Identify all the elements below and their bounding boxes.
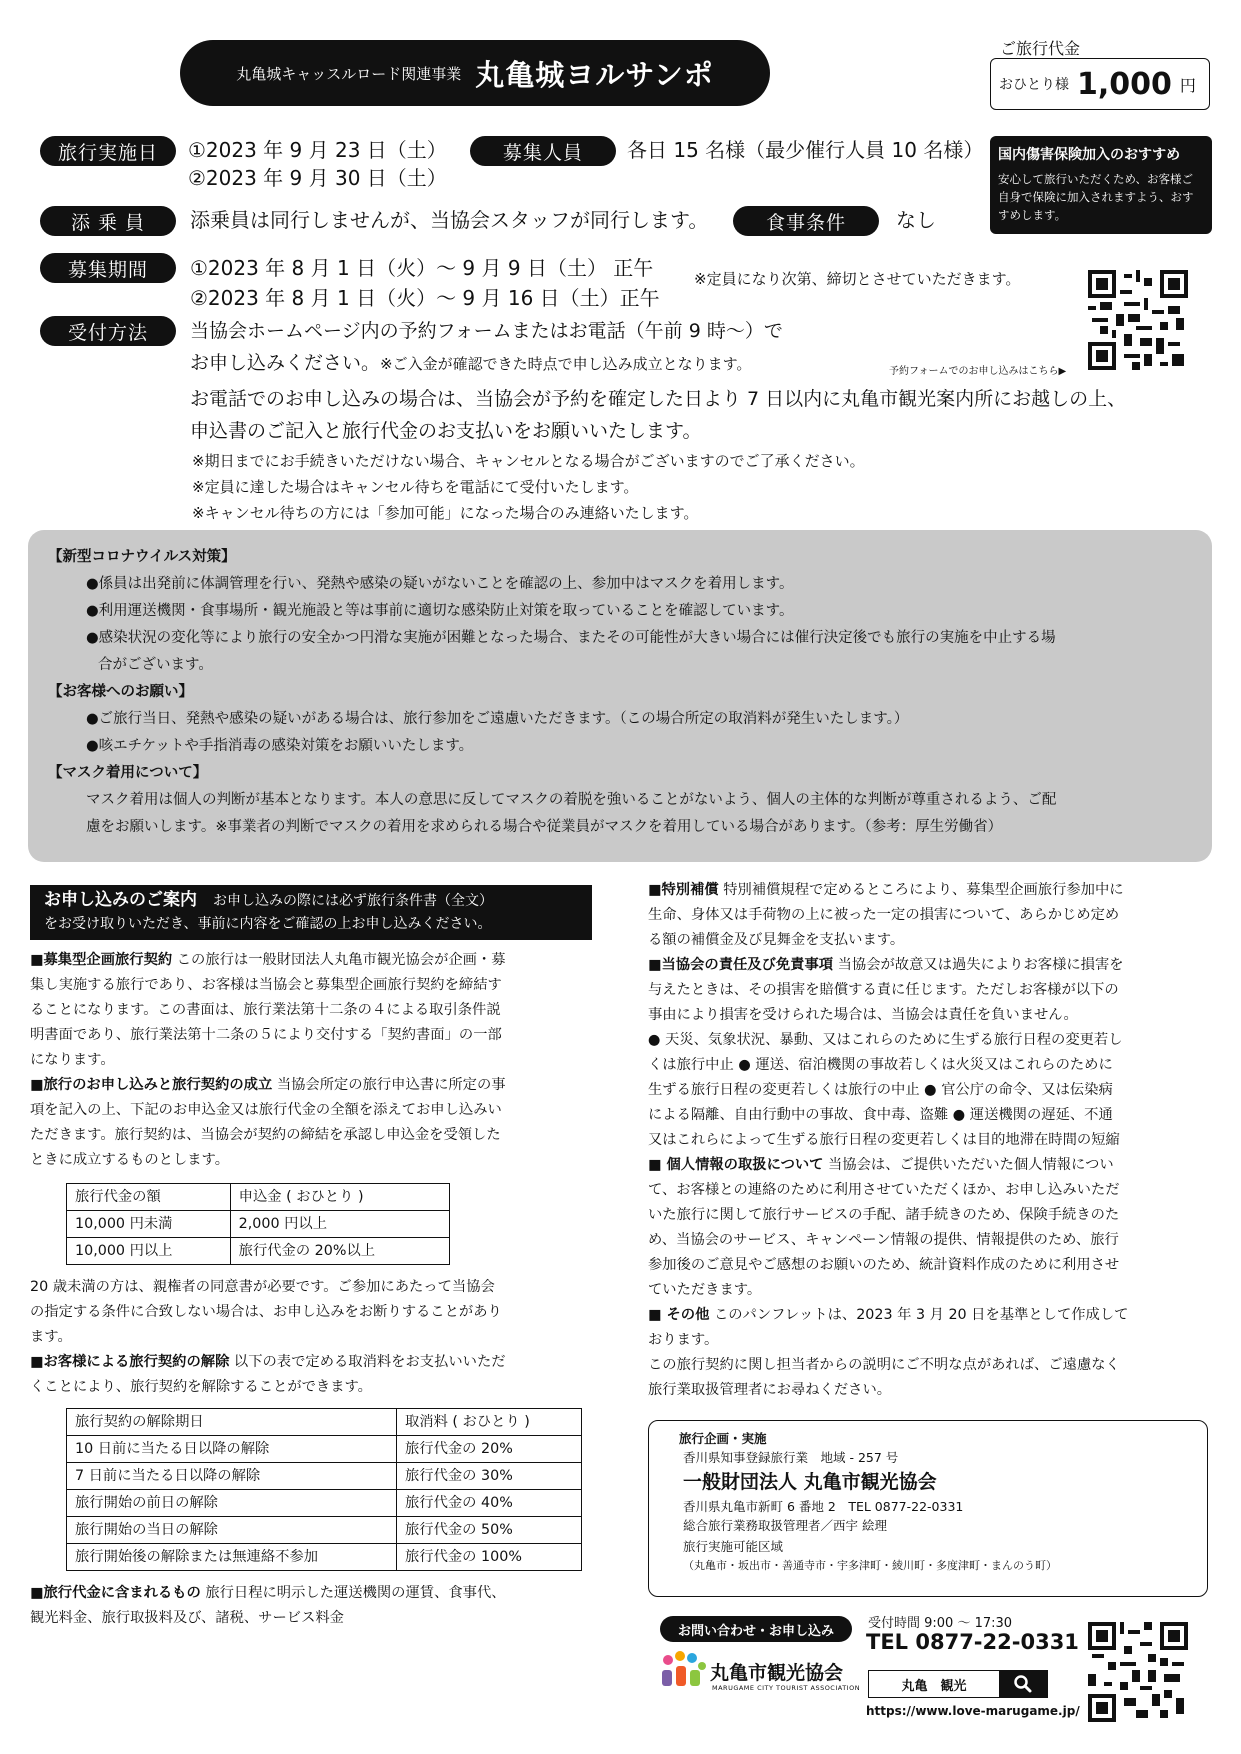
apply-section: ■旅行のお申し込みと旅行契約の成立 当協会所定の旅行申込書に所定の事 項を記入の上、下記のお申込金又は旅行代金の全額を添えてお申し込みい ただきます。旅行契約は、当協会が契約の締結を承認し申込金を受領した ときに成立するものとします。 (30, 1077, 506, 1168)
page-title: 丸亀城ヨルサンポ (475, 57, 714, 92)
guide-column (30, 885, 592, 1631)
cancel-section: ■お客様による旅行契約の解除 以下の表で定める取消料をお支払いいただ くことにより、旅行契約を解除することができます。 (30, 1354, 506, 1395)
covid-item-1: ●係員は出発前に体調管理を行い、発熱や感染の疑いがないことを確認の上、参加中はマスクを着用します。 (86, 576, 794, 592)
period-2: ②2023 年 8 月 1 日（火）～ 9 月 16 日（土）正午 (190, 286, 660, 310)
organizer-license: 香川県知事登録旅行業 地域 - 257 号 (683, 1450, 899, 1465)
organizer-address: 香川県丸亀市新町 6 番地 2 TEL 0877-22-0331 (683, 1499, 964, 1514)
cancel-table (66, 1408, 582, 1571)
covid-item-3: ●感染状況の変化等により旅行の安全かつ円滑な実施が困難となった場合、またその可能性が大きい場合には催行決定後でも旅行の実施を中止する場 (86, 630, 1056, 646)
mask-heading: 【マスク着用について】 (48, 765, 208, 781)
phone-line-1: お電話でのお申し込みの場合は、当協会が予約を確定した日より 7 日以内に丸亀市観光案内所にお越しの上、 (190, 388, 1127, 410)
travel-date-1: ①2023 年 9 月 23 日（土） (188, 138, 447, 162)
covid-item-2: ●利用運送機関・食事場所・観光施設と等は事前に適切な感染防止対策を取っていることを確認しています。 (86, 603, 794, 619)
request-item-2: ●咳エチケットや手指消毒の感染対策をお願いいたします。 (86, 738, 474, 754)
qr-caption: 予約フォームでのお申し込みはこちら▶ (889, 366, 1067, 377)
title-banner (180, 40, 770, 106)
table-row: 7 日前に当たる日以降の解除 旅行代金の 30% (67, 1463, 582, 1490)
website-qr-code[interactable] (1088, 1622, 1188, 1722)
recruit-count-value: 各日 15 名様（最少催行人員 10 名様） (627, 138, 984, 162)
title-subtitle: 丸亀城キャッスルロード関連事業 (236, 64, 462, 83)
covid-heading: 【新型コロナウイルス対策】 (48, 549, 236, 565)
price-box (990, 58, 1210, 110)
table-row: 10,000 円未満 2,000 円以上 (67, 1211, 450, 1238)
covid-panel (28, 530, 1212, 862)
mask-text-1: マスク着用は個人の判断が基本となります。本人の意思に反してマスクの着脱を強いることがないよう、個人の主体的な判断が尊重されるよう、ご配 (86, 792, 1057, 808)
organizer-area-label: 旅行実施可能区域 (683, 1539, 784, 1554)
tag-conductor: 添 乗 員 (40, 206, 176, 236)
minor-section: 20 歳未満の方は、親権者の同意書が必要です。ご参加にあたって当協会 の指定する条件に合致しない場合は、お申し込みをお断りすることがあり ます。 (30, 1279, 502, 1345)
privacy-heading: ■ 個人情報の取扱について (648, 1157, 824, 1173)
table-row: 旅行開始後の解除または無連絡不参加 旅行代金の 100% (67, 1544, 582, 1571)
period-note: ※定員になり次第、締切とさせていただきます。 (694, 270, 1021, 288)
table-row: 旅行契約の解除期日 取消料 ( おひとり ) (67, 1409, 582, 1436)
responsibility-heading: ■当協会の責任及び免責事項 (648, 957, 834, 973)
insurance-body: 安心して旅行いただくため、お客様ご自身で保険に加入されますよう、おすすめします。 (998, 172, 1194, 222)
included-section: ■旅行代金に含まれるもの 旅行日程に明示した運送機関の運賃、食事代、 観光料金、旅行取扱料及び、諸税、サービス料金 (30, 1585, 506, 1626)
price-amount: 1,000 (1077, 66, 1172, 102)
tag-meal: 食事条件 (733, 206, 879, 236)
covid-item-3-cont: 合がございます。 (98, 657, 213, 673)
apply-heading: ■旅行のお申し込みと旅行契約の成立 (30, 1077, 273, 1093)
association-logo-text: 丸亀市観光協会 (710, 1662, 844, 1684)
website-url[interactable]: https://www.love-marugame.jp/ (866, 1704, 1080, 1718)
reservation-qr-code[interactable] (1088, 270, 1188, 370)
contract-section: ■募集型企画旅行契約 この旅行は一般財団法人丸亀市観光協会が企画・募 集し実施する旅行であり、お客様は当協会と募集型企画旅行契約を締結す ることになります。この書面は、旅行業法第十二条の４による取引条件説 明書面であり、旅行業法第十二条の５により交付する「契約書面」の一部 になります。 (30, 952, 506, 1068)
cancel-heading: ■お客様による旅行契約の解除 (30, 1354, 230, 1370)
search-box[interactable] (868, 1670, 1048, 1698)
contact-hours: 受付時間 9:00 ～ 17:30 (868, 1616, 1013, 1631)
organizer-name: 一般財団法人 丸亀市観光協会 (683, 1471, 937, 1493)
tag-recruit-count: 募集人員 (470, 136, 616, 166)
table-row: 旅行開始の前日の解除 旅行代金の 40% (67, 1490, 582, 1517)
association-logo-sub: MARUGAME CITY TOURIST ASSOCIATION (712, 1684, 861, 1692)
price-label: ご旅行代金 (1000, 39, 1081, 58)
note-1: ※期日までにお手続きいただけない場合、キャンセルとなる場合がございますのでご了承ください。 (192, 452, 865, 470)
conductor-value: 添乗員は同行しませんが、当協会スタッフが同行します。 (190, 208, 709, 232)
travel-date-2: ②2023 年 9 月 30 日（土） (188, 166, 447, 190)
reception-line-2: お申し込みください。※ご入金が確認できた時点で申し込み成立となります。 (190, 352, 752, 374)
organizer-box (648, 1420, 1208, 1597)
request-heading: 【お客様へのお願い】 (48, 684, 193, 700)
meal-value: なし (896, 208, 936, 232)
period-1: ①2023 年 8 月 1 日（火）～ 9 月 9 日（土） 正午 (190, 256, 654, 280)
terms-column: ■特別補償 特別補償規程で定めるところにより、募集型企画旅行参加中に 生命、身体又は手荷物の上に被った一定の損害について、あらかじめ定め る額の補償金及び見舞金を支払います。 ■当協会の責任及び免責事項 当協会が故意又は過失によりお客様に損害を 与えたときは、その損害を賠償する責に任じます。ただしお客様が以下の 事由により損害を受けられた場合は、当協会は責任を負いません。 ● 天災、気象状況、暴動、又はこれらのために生ずる旅行日程の変更若し くは旅行中止 ● 運送、宿泊機関の事故若しくは火災又はこれらのために 生ずる旅行日程の変更若しくは旅行の中止 ● 官公庁の命令、又は伝染病 による隔離、自由行動中の事故、食中毒、盗難 ● 運送機関の遅延、不通 又はこれらによって生ずる旅行日程の変更若しくは目的地滞在時間の短縮 ■ 個人情報の取扱について 当協会は、ご提供いただいた個人情報につい て、お客様との連絡のために利用させていただくほか、お申し込みいただ いた旅行に関して旅行サービスの手配、諸手続きのため、保険手続きのた め、当協会のサービス、キャンペーン情報の提供、情報提供のため、旅行 参加後のご意見やご感想のお願いのため、統計資料作成のために利用させ ていただきます。 ■ その他 このパンフレットは、2023 年 3 月 20 日を基準として作成して おります。 この旅行契約に関し担当者からの説明にご不明な点があれば、ご遠慮なく 旅行業取扱管理者にお尋ねください。 (648, 882, 1129, 1398)
search-button[interactable] (999, 1671, 1047, 1697)
request-item-1: ●ご旅行当日、発熱や感染の疑いがある場合は、旅行参加をご遠慮いただきます。（この場合所定の取消料が発生いたします。） (86, 711, 909, 727)
tag-period: 募集期間 (40, 253, 176, 283)
guide-heading: お申し込みのご案内 (44, 890, 197, 910)
deposit-table (66, 1183, 450, 1265)
guide-heading-note-2: をお受け取りいただき、事前に内容をご確認の上お申し込みください。 (44, 916, 492, 932)
guide-header (30, 885, 592, 940)
organizer-area: （丸亀市・坂出市・善通寺市・宇多津町・綾川町・多度津町・まんのう町） (683, 1559, 1057, 1572)
special-heading: ■特別補償 (648, 882, 719, 898)
insurance-heading: 国内傷害保険加入のおすすめ (998, 147, 1181, 163)
phone-line-2: 申込書のご記入と旅行代金のお支払いをお願いいたします。 (190, 420, 702, 442)
organizer-label: 旅行企画・実施 (679, 1431, 767, 1446)
reception-line-1: 当協会ホームページ内の予約フォームまたはお電話（午前 9 時～）で (190, 320, 783, 342)
table-row: 旅行開始の当日の解除 旅行代金の 50% (67, 1517, 582, 1544)
price-unit: 円 (1179, 75, 1196, 95)
table-row: 旅行代金の額 申込金 ( おひとり ) (67, 1184, 450, 1211)
organizer-manager: 総合旅行業務取扱管理者／西宇 絵理 (683, 1518, 887, 1533)
guide-heading-note-1: お申し込みの際には必ず旅行条件書（全文） (213, 893, 493, 909)
association-logo-icon (660, 1650, 708, 1690)
search-icon (1013, 1674, 1033, 1694)
table-row: 10 日前に当たる日以降の解除 旅行代金の 20% (67, 1436, 582, 1463)
table-row: 10,000 円以上 旅行代金の 20%以上 (67, 1238, 450, 1265)
tag-travel-date: 旅行実施日 (40, 136, 176, 166)
note-2: ※定員に達した場合はキャンセル待ちを電話にて受付いたします。 (192, 478, 639, 496)
other-heading: ■ その他 (648, 1307, 710, 1323)
price-per: おひとり様 (999, 77, 1069, 93)
contact-tel[interactable]: TEL 0877-22-0331 (866, 1630, 1079, 1654)
search-query: 丸亀 観光 (901, 1678, 967, 1694)
mask-text-2: 慮をお願いします。※事業者の判断でマスクの着用を求められる場合や従業員がマスクを着用している場合があります。（参考：厚生労働省） (86, 819, 1003, 835)
included-heading: ■旅行代金に含まれるもの (30, 1585, 201, 1601)
contract-heading: ■募集型企画旅行契約 (30, 952, 173, 968)
contact-tag: お問い合わせ・お申し込み (660, 1616, 852, 1642)
insurance-box (990, 136, 1212, 234)
note-3: ※キャンセル待ちの方には「参加可能」になった場合のみ連絡いたします。 (192, 504, 699, 522)
reception-note: ※ご入金が確認できた時点で申し込み成立となります。 (380, 355, 752, 373)
tag-reception: 受付方法 (40, 316, 176, 346)
